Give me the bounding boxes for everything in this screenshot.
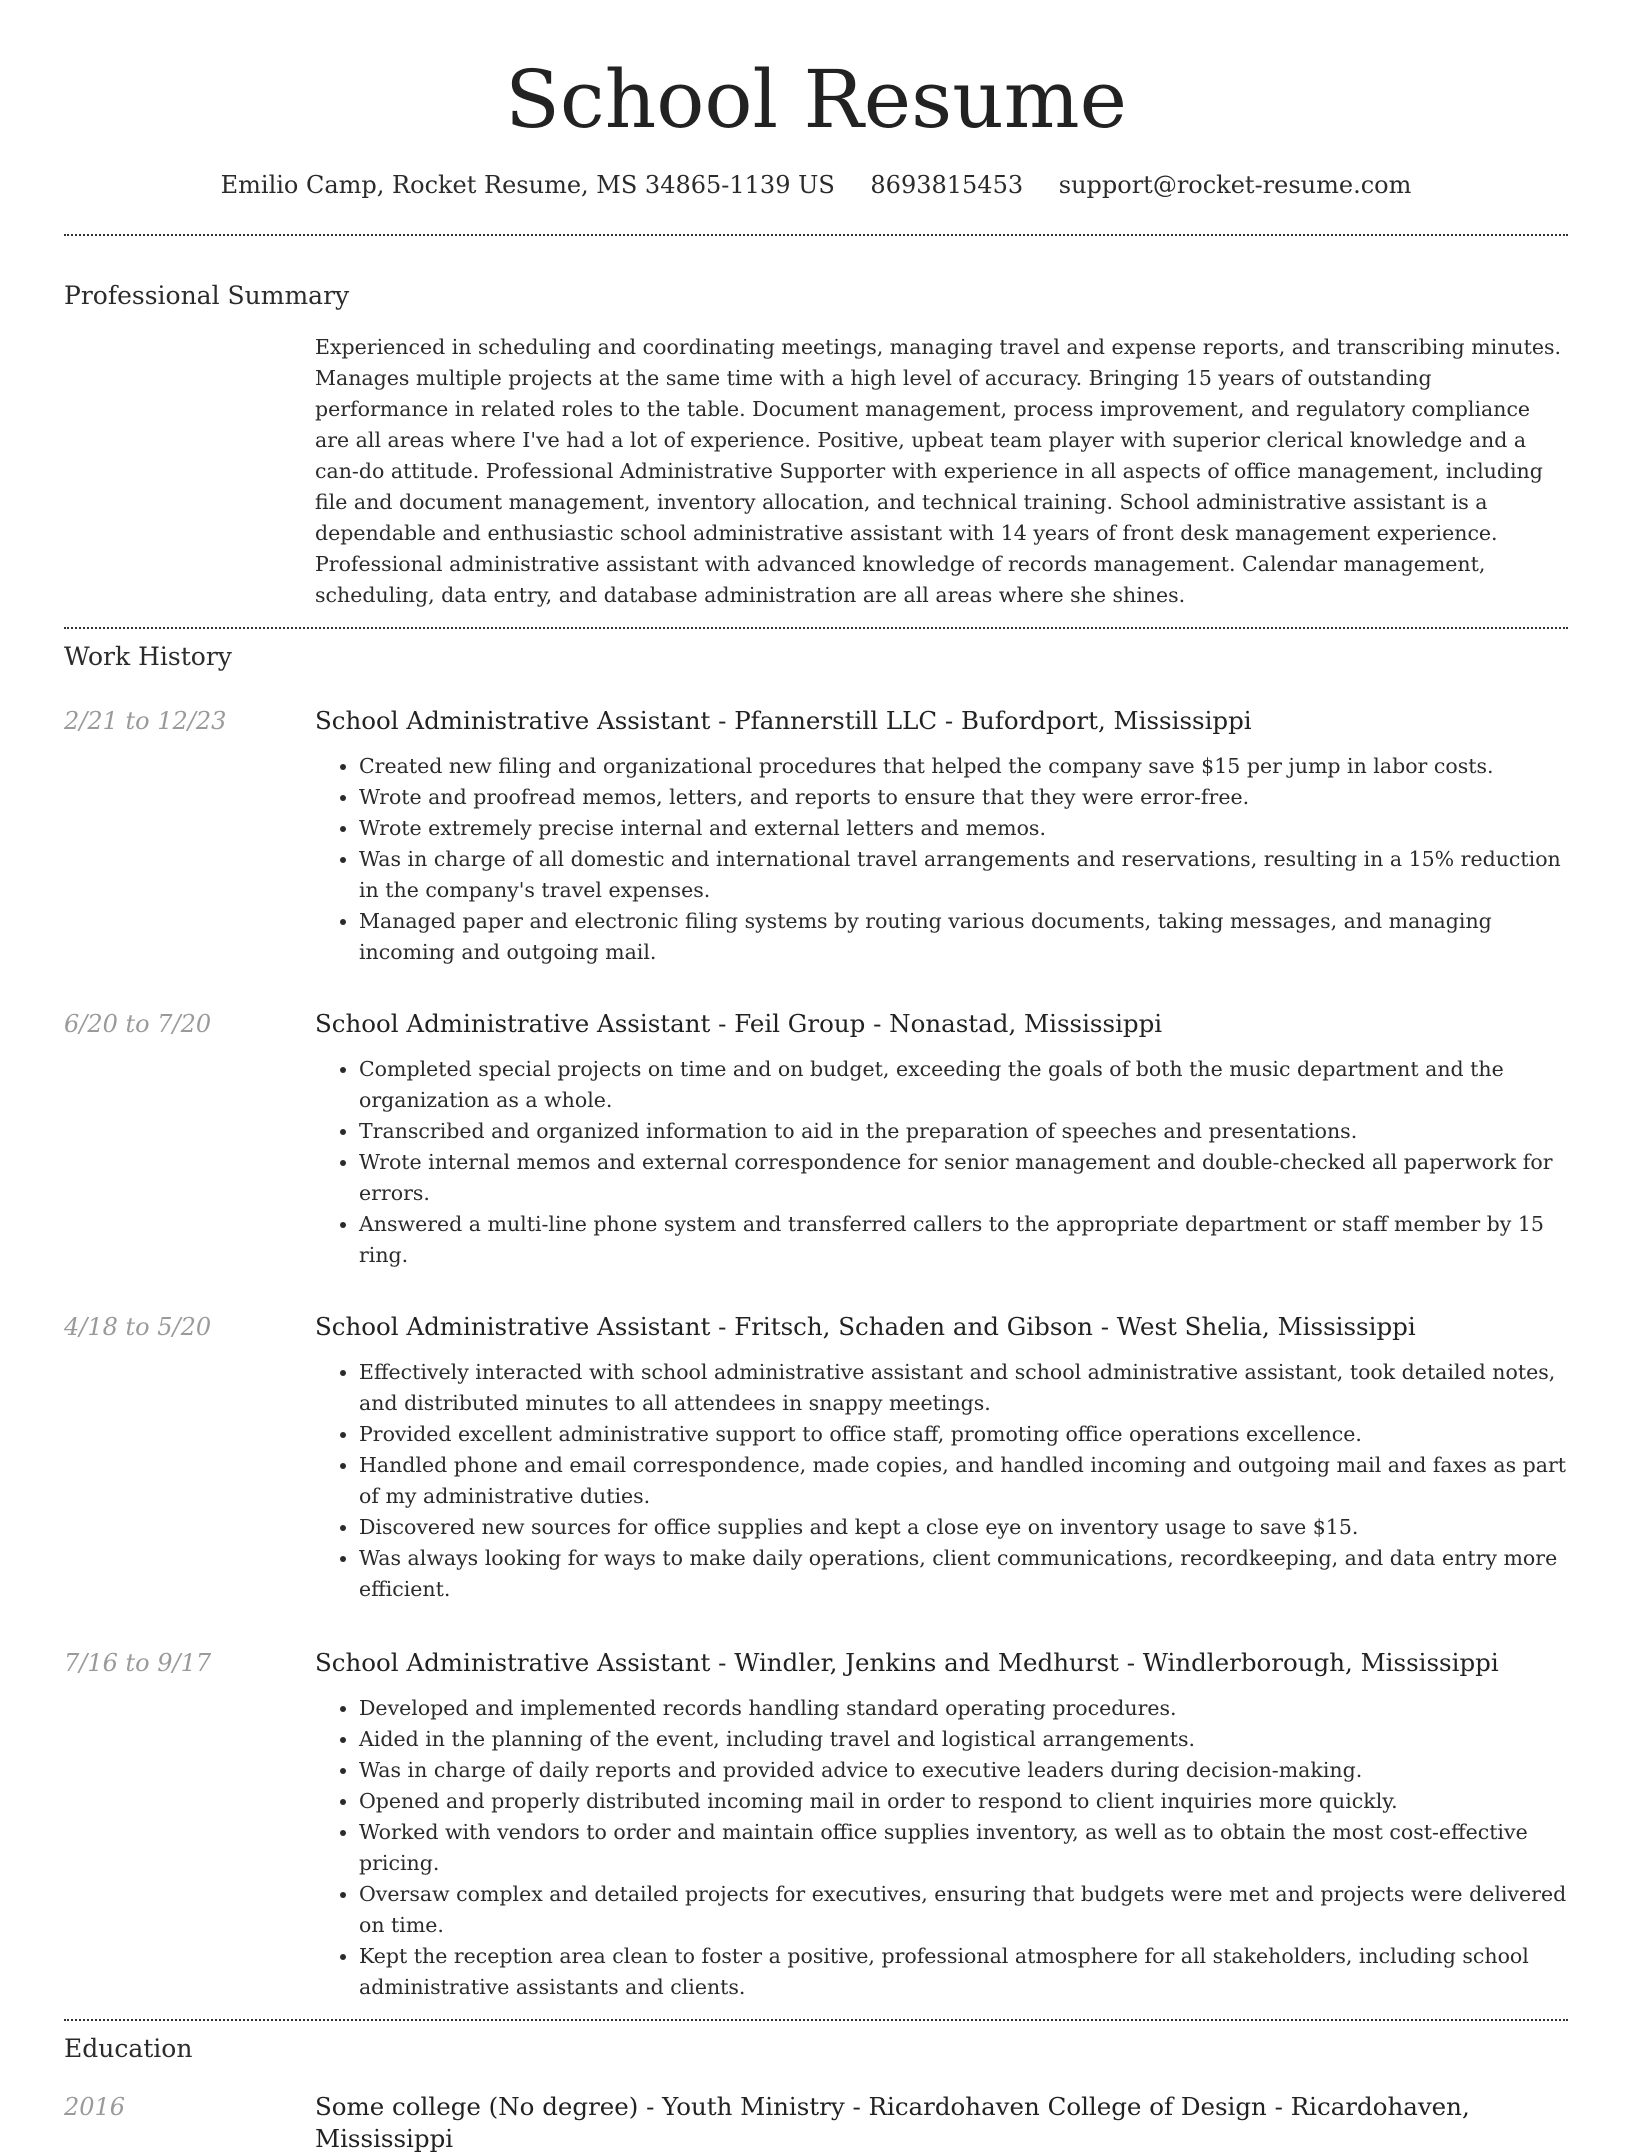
job-bullet: • Oversaw complex and detailed projects for executives, ensuring that budgets were met and projects were delivered on time. (359, 1879, 1568, 1941)
education-entry (64, 2091, 1568, 2155)
job-dates: 7/16 to 9/17 (64, 1649, 212, 1677)
job-bullet: • Completed special projects on time and on budget, exceeding the goals of both the music department and the organization as a whole. (359, 1054, 1568, 1116)
job-bullets (315, 751, 1568, 968)
divider (64, 627, 1568, 629)
contact-email: support@rocket-resume.com (1058, 171, 1412, 199)
job-dates: 4/18 to 5/20 (64, 1313, 212, 1341)
job-bullet: • Discovered new sources for office supplies and kept a close eye on inventory usage to save $15. (359, 1512, 1568, 1543)
job-dates: 6/20 to 7/20 (64, 1010, 212, 1038)
job-bullet: • Opened and properly distributed incoming mail in order to respond to client inquiries more quickly. (359, 1786, 1568, 1817)
job-bullet: • Was always looking for ways to make daily operations, client communications, recordkeeping, and data entry more efficient. (359, 1543, 1568, 1605)
resume-page (64, 0, 1568, 2155)
job-bullet: • Managed paper and electronic filing systems by routing various documents, taking messages, and managing incoming and outgoing mail. (359, 906, 1568, 968)
job-entry (64, 1008, 1568, 1271)
job-bullet: • Was in charge of daily reports and provided advice to executive leaders during decision-making. (359, 1755, 1568, 1786)
job-bullet: • Wrote and proofread memos, letters, and reports to ensure that they were error-free. (359, 782, 1568, 813)
summary-text: Experienced in scheduling and coordinating meetings, managing travel and expense reports, and transcribing minutes. Manages multiple projects at the same time with a high level of accuracy. Bringing 15 years of outstanding performance in related roles to the table. Document management, process improvement, and regulatory compliance are all areas where I've had a lot of experience. Positive, upbeat team player with superior clerical knowledge and a can-do attitude. Professional Administrative Supporter with experience in all aspects of office management, including file and document management, inventory allocation, and technical training. School administrative assistant is a dependable and enthusiastic school administrative assistant with 14 years of front desk management experience. Professional administrative assistant with advanced knowledge of records management. Calendar management, scheduling, data entry, and database administration are all areas where she shines. (315, 335, 1561, 607)
job-bullet: • Wrote extremely precise internal and external letters and memos. (359, 813, 1568, 844)
job-title: School Administrative Assistant - Feil Group - Nonastad, Mississippi (315, 1009, 1163, 1038)
summary-heading: Professional Summary (64, 281, 350, 310)
contact-phone: 8693815453 (870, 171, 1024, 199)
job-title: School Administrative Assistant - Windler, Jenkins and Medhurst - Windlerborough, Mississippi (315, 1648, 1499, 1677)
job-bullet: • Aided in the planning of the event, including travel and logistical arrangements. (359, 1724, 1568, 1755)
job-entry (64, 1647, 1568, 2003)
education-title: Some college (No degree) - Youth Ministry - Ricardohaven College of Design - Ricardohaven, Mississippi (315, 2092, 1470, 2153)
divider (64, 234, 1568, 236)
job-bullet: • Provided excellent administrative support to office staff, promoting office operations excellence. (359, 1419, 1568, 1450)
job-bullet: • Wrote internal memos and external correspondence for senior management and double-checked all paperwork for errors. (359, 1147, 1568, 1209)
job-bullet: • Created new filing and organizational procedures that helped the company save $15 per jump in labor costs. (359, 751, 1568, 782)
job-bullet: • Developed and implemented records handling standard operating procedures. (359, 1693, 1568, 1724)
education-heading: Education (64, 2034, 193, 2063)
job-entry (64, 705, 1568, 968)
job-bullet: • Transcribed and organized information to aid in the preparation of speeches and presentations. (359, 1116, 1568, 1147)
education-year: 2016 (64, 2093, 126, 2121)
job-bullets (315, 1054, 1568, 1271)
contact-address: Emilio Camp, Rocket Resume, MS 34865-1139 US (220, 171, 835, 199)
job-entry (64, 1311, 1568, 1605)
job-bullet: • Handled phone and email correspondence, made copies, and handled incoming and outgoing mail and faxes as part of my administrative duties. (359, 1450, 1568, 1512)
job-dates: 2/21 to 12/23 (64, 707, 227, 735)
job-bullets (315, 1357, 1568, 1605)
resume-title: School Resume (505, 53, 1127, 146)
job-bullet: • Answered a multi-line phone system and transferred callers to the appropriate department or staff member by 15 ring. (359, 1209, 1568, 1271)
contact-line (64, 168, 1568, 202)
job-bullet: • Kept the reception area clean to foster a positive, professional atmosphere for all stakeholders, including school administrative assistants and clients. (359, 1941, 1568, 2003)
job-title: School Administrative Assistant - Pfannerstill LLC - Bufordport, Mississippi (315, 706, 1252, 735)
job-title: School Administrative Assistant - Fritsch, Schaden and Gibson - West Shelia, Mississippi (315, 1312, 1416, 1341)
job-bullet: • Worked with vendors to order and maintain office supplies inventory, as well as to obtain the most cost-effective pricing. (359, 1817, 1568, 1879)
divider (64, 2019, 1568, 2021)
job-bullet: • Was in charge of all domestic and international travel arrangements and reservations, resulting in a 15% reduction in the company's travel expenses. (359, 844, 1568, 906)
job-bullet: • Effectively interacted with school administrative assistant and school administrative assistant, took detailed notes, and distributed minutes to all attendees in snappy meetings. (359, 1357, 1568, 1419)
job-bullets (315, 1693, 1568, 2003)
work-history-heading: Work History (64, 642, 232, 671)
